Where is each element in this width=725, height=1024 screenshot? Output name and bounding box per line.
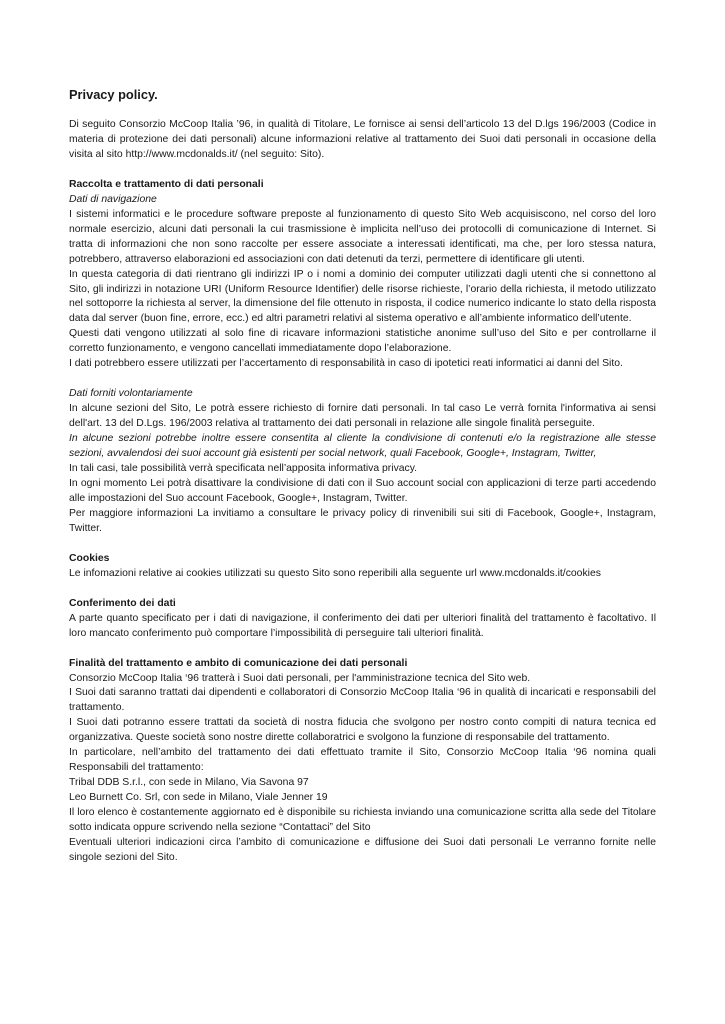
section-heading-finalita: Finalità del trattamento e ambito di comunicazione dei dati personali — [69, 657, 408, 669]
paragraph: Le infomazioni relative ai cookies utilizzati su questo Sito sono reperibili alla seguente url www.mcdonalds.it/cookies — [69, 567, 601, 579]
page-title: Privacy policy. — [69, 87, 158, 102]
paragraph-italic: In alcune sezioni potrebbe inoltre essere consentita al cliente la condivisione di contenuti e/o la registrazione alle stesse sezioni, avvalendosi dei suoi account già esistenti per social network, quali Facebook, Google+, Instagram, Twitter, — [69, 433, 656, 460]
paragraph: In questa categoria di dati rientrano gli indirizzi IP o i nomi a dominio dei computer utilizzati dagli utenti che si connettono al Sito, gli indirizzi in notazione URI (Uniform Resource Identifier) delle risorse richieste, l’orario della richiesta, il metodo utilizzato nel sottoporre la richiesta al server, la dimensione del file ottenuto in risposta, il codice numerico indicante lo stato della risposta data dal server (buon fine, errore, ecc.) ed altri parametri relativi al sistema operativo e all’ambiente informatico dell’utente. — [69, 268, 656, 325]
paragraph: Questi dati vengono utilizzati al solo fine di ricavare informazioni statistiche anonime sull’uso del Sito e per controllarne il corretto funzionamento, e vengono cancellati immediatamente dopo l’elaborazione. — [69, 328, 656, 355]
paragraph: Eventuali ulteriori indicazioni circa l’ambito di comunicazione e diffusione dei Suoi dati personali Le verranno fornite nelle singole sezioni del Sito. — [69, 836, 656, 863]
paragraph: I sistemi informatici e le procedure software preposte al funzionamento di questo Sito Web acquisiscono, nel corso del loro normale esercizio, alcuni dati personali la cui trasmissione è implicita nell’uso dei protocolli di comunicazione di Internet. Si tratta di informazioni che non sono raccolte per essere associate a interessati identificati, ma che, per loro stessa natura, potrebbero, attraverso elaborazioni ed associazioni con dati detenuti da terzi, permettere di identificare gli utenti. — [69, 208, 656, 265]
paragraph: I Suoi dati saranno trattati dai dipendenti e collaboratori di Consorzio McCoop Italia ‘96 in qualità di incaricati e responsabili del trattamento. — [69, 687, 656, 714]
section-heading-conferimento: Conferimento dei dati — [69, 597, 176, 609]
paragraph: In particolare, nell’ambito del trattamento dei dati effettuato tramite il Sito, Consorzio McCoop Italia ‘96 nomina quali Responsabili del trattamento: — [69, 747, 656, 774]
paragraph: I Suoi dati potranno essere trattati da società di nostra fiducia che svolgono per nostro conto compiti di natura tecnica ed organizzativa. Queste società sono nostre dirette collaboratrici e svolgono la funzione di responsabile del trattamento. — [69, 717, 656, 744]
section-heading-raccolta: Raccolta e trattamento di dati personali — [69, 178, 264, 190]
document-page — [69, 86, 656, 866]
paragraph: Leo Burnett Co. Srl, con sede in Milano, Viale Jenner 19 — [69, 792, 328, 804]
intro-paragraph: Di seguito Consorzio McCoop Italia ’96, in qualità di Titolare, Le fornisce ai sensi dell’articolo 13 del D.lgs 196/2003 (Codice in materia di protezione dei dati personali) alcune informazioni relative al trattamento dei Suoi dati personali in occasione della visita al sito http://www.mcdonalds.it/ (nel seguito: Sito). — [69, 119, 656, 160]
paragraph: Il loro elenco è costantemente aggiornato ed è disponibile su richiesta inviando una comunicazione scritta alla sede del Titolare sotto indicata oppure scrivendo nella sezione “Contattaci” del Sito — [69, 807, 656, 834]
paragraph: I dati potrebbero essere utilizzati per l’accertamento di responsabilità in caso di ipotetici reati informatici ai danni del Sito. — [69, 358, 623, 370]
paragraph: In alcune sezioni del Sito, Le potrà essere richiesto di fornire dati personali. In tal caso Le verrà fornita l'informativa ai sensi dell'art. 13 del D.Lgs. 196/2003 relativa al trattamento dei dati personali in relazione alle singole finalità perseguite. — [69, 403, 656, 430]
paragraph: In ogni momento Lei potrà disattivare la condivisione di dati con il Suo account social con applicazioni di terze parti accedendo alle impostazioni del Suo account Facebook, Google+, Instagram, Twitter. — [69, 477, 656, 504]
paragraph: Consorzio McCoop Italia ‘96 tratterà i Suoi dati personali, per l'amministrazione tecnica del Sito web. — [69, 672, 531, 684]
section-heading-cookies: Cookies — [69, 552, 110, 564]
paragraph: Tribal DDB S.r.l., con sede in Milano, Via Savona 97 — [69, 777, 309, 789]
paragraph: A parte quanto specificato per i dati di navigazione, il conferimento dei dati per ulteriori finalità del trattamento è facoltativo. Il loro mancato conferimento può comportare l’impossibilità di perseguire tali ulteriori finalità. — [69, 612, 656, 639]
paragraph: In tali casi, tale possibilità verrà specificata nell’apposita informativa privacy. — [69, 463, 418, 475]
paragraph: Per maggiore informazioni La invitiamo a consultare le privacy policy di rinvenibili sui siti di Facebook, Google+, Instagram, Twitter. — [69, 507, 656, 534]
subheading-dati-navigazione: Dati di navigazione — [69, 193, 157, 205]
subheading-dati-forniti: Dati forniti volontariamente — [69, 388, 193, 400]
